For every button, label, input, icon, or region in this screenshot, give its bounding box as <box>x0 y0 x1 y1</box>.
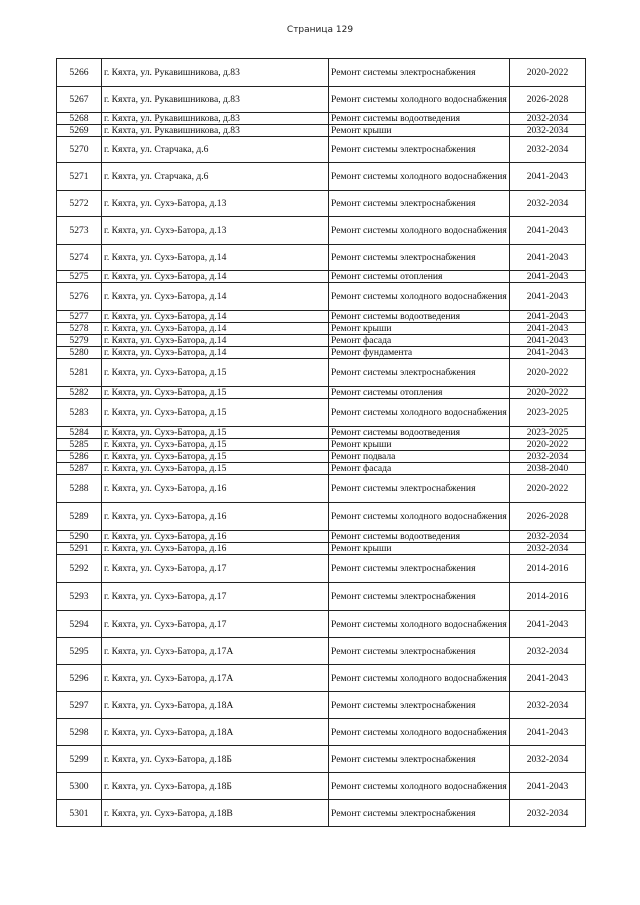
period-cell: 2041-2043 <box>510 611 586 638</box>
row-number-cell: 5267 <box>57 87 102 113</box>
row-number-cell: 5285 <box>57 439 102 451</box>
row-number-cell: 5298 <box>57 719 102 746</box>
table-row <box>57 323 586 335</box>
table-row <box>57 137 586 163</box>
table-row <box>57 475 586 503</box>
work-type-cell: Ремонт системы холодного водоснабжения <box>329 217 510 245</box>
row-number-cell: 5281 <box>57 359 102 387</box>
period-cell: 2041-2043 <box>510 665 586 692</box>
period-cell: 2023-2025 <box>510 427 586 439</box>
work-type-cell: Ремонт системы холодного водоснабжения <box>329 283 510 311</box>
work-type-cell: Ремонт системы электроснабжения <box>329 746 510 773</box>
row-number-cell: 5266 <box>57 59 102 87</box>
work-type-cell: Ремонт системы электроснабжения <box>329 475 510 503</box>
row-number-cell: 5284 <box>57 427 102 439</box>
period-cell: 2041-2043 <box>510 245 586 271</box>
address-cell: г. Кяхта, ул. Сухэ-Батора, д.18А <box>102 719 329 746</box>
work-type-cell: Ремонт подвала <box>329 451 510 463</box>
period-cell: 2041-2043 <box>510 719 586 746</box>
work-type-cell: Ремонт системы холодного водоснабжения <box>329 87 510 113</box>
row-number-cell: 5289 <box>57 503 102 531</box>
row-number-cell: 5293 <box>57 583 102 611</box>
address-cell: г. Кяхта, ул. Сухэ-Батора, д.16 <box>102 475 329 503</box>
table-row <box>57 87 586 113</box>
period-cell: 2041-2043 <box>510 311 586 323</box>
row-number-cell: 5300 <box>57 773 102 800</box>
work-type-cell: Ремонт фасада <box>329 335 510 347</box>
address-cell: г. Кяхта, ул. Сухэ-Батора, д.15 <box>102 463 329 475</box>
period-cell: 2032-2034 <box>510 638 586 665</box>
work-type-cell: Ремонт системы отопления <box>329 387 510 399</box>
table-row <box>57 387 586 399</box>
table-row <box>57 335 586 347</box>
address-cell: г. Кяхта, ул. Рукавишникова, д.83 <box>102 125 329 137</box>
period-cell: 2026-2028 <box>510 503 586 531</box>
work-type-cell: Ремонт системы электроснабжения <box>329 800 510 827</box>
address-cell: г. Кяхта, ул. Сухэ-Батора, д.17 <box>102 611 329 638</box>
table-row <box>57 347 586 359</box>
row-number-cell: 5275 <box>57 271 102 283</box>
work-type-cell: Ремонт системы электроснабжения <box>329 638 510 665</box>
repair-schedule-table <box>56 58 586 827</box>
period-cell: 2032-2034 <box>510 692 586 719</box>
table-row <box>57 427 586 439</box>
period-cell: 2020-2022 <box>510 359 586 387</box>
table-row <box>57 359 586 387</box>
address-cell: г. Кяхта, ул. Сухэ-Батора, д.17А <box>102 638 329 665</box>
address-cell: г. Кяхта, ул. Рукавишникова, д.83 <box>102 59 329 87</box>
address-cell: г. Кяхта, ул. Сухэ-Батора, д.15 <box>102 439 329 451</box>
row-number-cell: 5295 <box>57 638 102 665</box>
period-cell: 2038-2040 <box>510 463 586 475</box>
work-type-cell: Ремонт системы электроснабжения <box>329 692 510 719</box>
period-cell: 2032-2034 <box>510 125 586 137</box>
row-number-cell: 5294 <box>57 611 102 638</box>
period-cell: 2032-2034 <box>510 191 586 217</box>
row-number-cell: 5283 <box>57 399 102 427</box>
row-number-cell: 5292 <box>57 555 102 583</box>
row-number-cell: 5297 <box>57 692 102 719</box>
table-row <box>57 531 586 543</box>
work-type-cell: Ремонт системы электроснабжения <box>329 359 510 387</box>
table-row <box>57 439 586 451</box>
table-row <box>57 451 586 463</box>
address-cell: г. Кяхта, ул. Сухэ-Батора, д.16 <box>102 503 329 531</box>
table-row <box>57 692 586 719</box>
table-row <box>57 555 586 583</box>
row-number-cell: 5287 <box>57 463 102 475</box>
work-type-cell: Ремонт системы водоотведения <box>329 427 510 439</box>
row-number-cell: 5280 <box>57 347 102 359</box>
work-type-cell: Ремонт фундамента <box>329 347 510 359</box>
address-cell: г. Кяхта, ул. Рукавишникова, д.83 <box>102 87 329 113</box>
table-row <box>57 463 586 475</box>
table-row <box>57 746 586 773</box>
row-number-cell: 5290 <box>57 531 102 543</box>
table-row <box>57 665 586 692</box>
row-number-cell: 5269 <box>57 125 102 137</box>
period-cell: 2032-2034 <box>510 531 586 543</box>
table-row <box>57 113 586 125</box>
address-cell: г. Кяхта, ул. Сухэ-Батора, д.14 <box>102 335 329 347</box>
period-cell: 2020-2022 <box>510 59 586 87</box>
address-cell: г. Кяхта, ул. Сухэ-Батора, д.17 <box>102 555 329 583</box>
period-cell: 2032-2034 <box>510 113 586 125</box>
row-number-cell: 5270 <box>57 137 102 163</box>
row-number-cell: 5282 <box>57 387 102 399</box>
work-type-cell: Ремонт системы холодного водоснабжения <box>329 399 510 427</box>
period-cell: 2041-2043 <box>510 347 586 359</box>
address-cell: г. Кяхта, ул. Сухэ-Батора, д.18Б <box>102 746 329 773</box>
table-body <box>57 59 586 827</box>
table-row <box>57 399 586 427</box>
period-cell: 2020-2022 <box>510 387 586 399</box>
row-number-cell: 5268 <box>57 113 102 125</box>
table-row <box>57 311 586 323</box>
row-number-cell: 5299 <box>57 746 102 773</box>
period-cell: 2020-2022 <box>510 475 586 503</box>
address-cell: г. Кяхта, ул. Сухэ-Батора, д.18Б <box>102 773 329 800</box>
address-cell: г. Кяхта, ул. Сухэ-Батора, д.15 <box>102 359 329 387</box>
period-cell: 2041-2043 <box>510 335 586 347</box>
work-type-cell: Ремонт системы отопления <box>329 271 510 283</box>
table-row <box>57 503 586 531</box>
period-cell: 2023-2025 <box>510 399 586 427</box>
row-number-cell: 5296 <box>57 665 102 692</box>
table-row <box>57 163 586 191</box>
work-type-cell: Ремонт системы водоотведения <box>329 531 510 543</box>
address-cell: г. Кяхта, ул. Сухэ-Батора, д.14 <box>102 323 329 335</box>
table-row <box>57 638 586 665</box>
address-cell: г. Кяхта, ул. Сухэ-Батора, д.16 <box>102 531 329 543</box>
work-type-cell: Ремонт крыши <box>329 543 510 555</box>
page-number-label: Страница 129 <box>286 25 354 35</box>
period-cell: 2026-2028 <box>510 87 586 113</box>
address-cell: г. Кяхта, ул. Сухэ-Батора, д.15 <box>102 451 329 463</box>
work-type-cell: Ремонт крыши <box>329 439 510 451</box>
period-cell: 2041-2043 <box>510 271 586 283</box>
row-number-cell: 5274 <box>57 245 102 271</box>
row-number-cell: 5279 <box>57 335 102 347</box>
work-type-cell: Ремонт системы холодного водоснабжения <box>329 163 510 191</box>
period-cell: 2041-2043 <box>510 773 586 800</box>
period-cell: 2032-2034 <box>510 451 586 463</box>
row-number-cell: 5276 <box>57 283 102 311</box>
address-cell: г. Кяхта, ул. Сухэ-Батора, д.14 <box>102 283 329 311</box>
work-type-cell: Ремонт системы водоотведения <box>329 311 510 323</box>
work-type-cell: Ремонт системы холодного водоснабжения <box>329 611 510 638</box>
address-cell: г. Кяхта, ул. Сухэ-Батора, д.14 <box>102 245 329 271</box>
table-row <box>57 283 586 311</box>
work-type-cell: Ремонт системы холодного водоснабжения <box>329 665 510 692</box>
table-row <box>57 611 586 638</box>
work-type-cell: Ремонт системы водоотведения <box>329 113 510 125</box>
address-cell: г. Кяхта, ул. Рукавишникова, д.83 <box>102 113 329 125</box>
work-type-cell: Ремонт системы холодного водоснабжения <box>329 773 510 800</box>
work-type-cell: Ремонт системы электроснабжения <box>329 555 510 583</box>
table-row <box>57 271 586 283</box>
address-cell: г. Кяхта, ул. Старчака, д.6 <box>102 137 329 163</box>
work-type-cell: Ремонт крыши <box>329 323 510 335</box>
address-cell: г. Кяхта, ул. Сухэ-Батора, д.17 <box>102 583 329 611</box>
address-cell: г. Кяхта, ул. Сухэ-Батора, д.15 <box>102 387 329 399</box>
address-cell: г. Кяхта, ул. Сухэ-Батора, д.16 <box>102 543 329 555</box>
table-row <box>57 125 586 137</box>
row-number-cell: 5288 <box>57 475 102 503</box>
period-cell: 2032-2034 <box>510 746 586 773</box>
address-cell: г. Кяхта, ул. Сухэ-Батора, д.17А <box>102 665 329 692</box>
table-row <box>57 59 586 87</box>
table-row <box>57 773 586 800</box>
period-cell: 2041-2043 <box>510 163 586 191</box>
work-type-cell: Ремонт системы электроснабжения <box>329 245 510 271</box>
address-cell: г. Кяхта, ул. Сухэ-Батора, д.14 <box>102 347 329 359</box>
row-number-cell: 5278 <box>57 323 102 335</box>
period-cell: 2041-2043 <box>510 217 586 245</box>
table-row <box>57 245 586 271</box>
table-row <box>57 191 586 217</box>
row-number-cell: 5271 <box>57 163 102 191</box>
table-row <box>57 583 586 611</box>
work-type-cell: Ремонт крыши <box>329 125 510 137</box>
period-cell: 2014-2016 <box>510 583 586 611</box>
period-cell: 2020-2022 <box>510 439 586 451</box>
row-number-cell: 5273 <box>57 217 102 245</box>
row-number-cell: 5286 <box>57 451 102 463</box>
row-number-cell: 5272 <box>57 191 102 217</box>
address-cell: г. Кяхта, ул. Сухэ-Батора, д.18А <box>102 692 329 719</box>
row-number-cell: 5301 <box>57 800 102 827</box>
work-type-cell: Ремонт системы электроснабжения <box>329 583 510 611</box>
address-cell: г. Кяхта, ул. Сухэ-Батора, д.15 <box>102 399 329 427</box>
work-type-cell: Ремонт фасада <box>329 463 510 475</box>
work-type-cell: Ремонт системы электроснабжения <box>329 59 510 87</box>
address-cell: г. Кяхта, ул. Сухэ-Батора, д.18В <box>102 800 329 827</box>
address-cell: г. Кяхта, ул. Старчака, д.6 <box>102 163 329 191</box>
table-row <box>57 719 586 746</box>
row-number-cell: 5291 <box>57 543 102 555</box>
address-cell: г. Кяхта, ул. Сухэ-Батора, д.14 <box>102 311 329 323</box>
period-cell: 2032-2034 <box>510 137 586 163</box>
address-cell: г. Кяхта, ул. Сухэ-Батора, д.15 <box>102 427 329 439</box>
row-number-cell: 5277 <box>57 311 102 323</box>
table-row <box>57 543 586 555</box>
work-type-cell: Ремонт системы холодного водоснабжения <box>329 503 510 531</box>
work-type-cell: Ремонт системы электроснабжения <box>329 137 510 163</box>
period-cell: 2041-2043 <box>510 323 586 335</box>
address-cell: г. Кяхта, ул. Сухэ-Батора, д.13 <box>102 191 329 217</box>
table-row <box>57 800 586 827</box>
table-row <box>57 217 586 245</box>
work-type-cell: Ремонт системы электроснабжения <box>329 191 510 217</box>
period-cell: 2041-2043 <box>510 283 586 311</box>
period-cell: 2032-2034 <box>510 800 586 827</box>
period-cell: 2014-2016 <box>510 555 586 583</box>
address-cell: г. Кяхта, ул. Сухэ-Батора, д.13 <box>102 217 329 245</box>
address-cell: г. Кяхта, ул. Сухэ-Батора, д.14 <box>102 271 329 283</box>
work-type-cell: Ремонт системы холодного водоснабжения <box>329 719 510 746</box>
period-cell: 2032-2034 <box>510 543 586 555</box>
